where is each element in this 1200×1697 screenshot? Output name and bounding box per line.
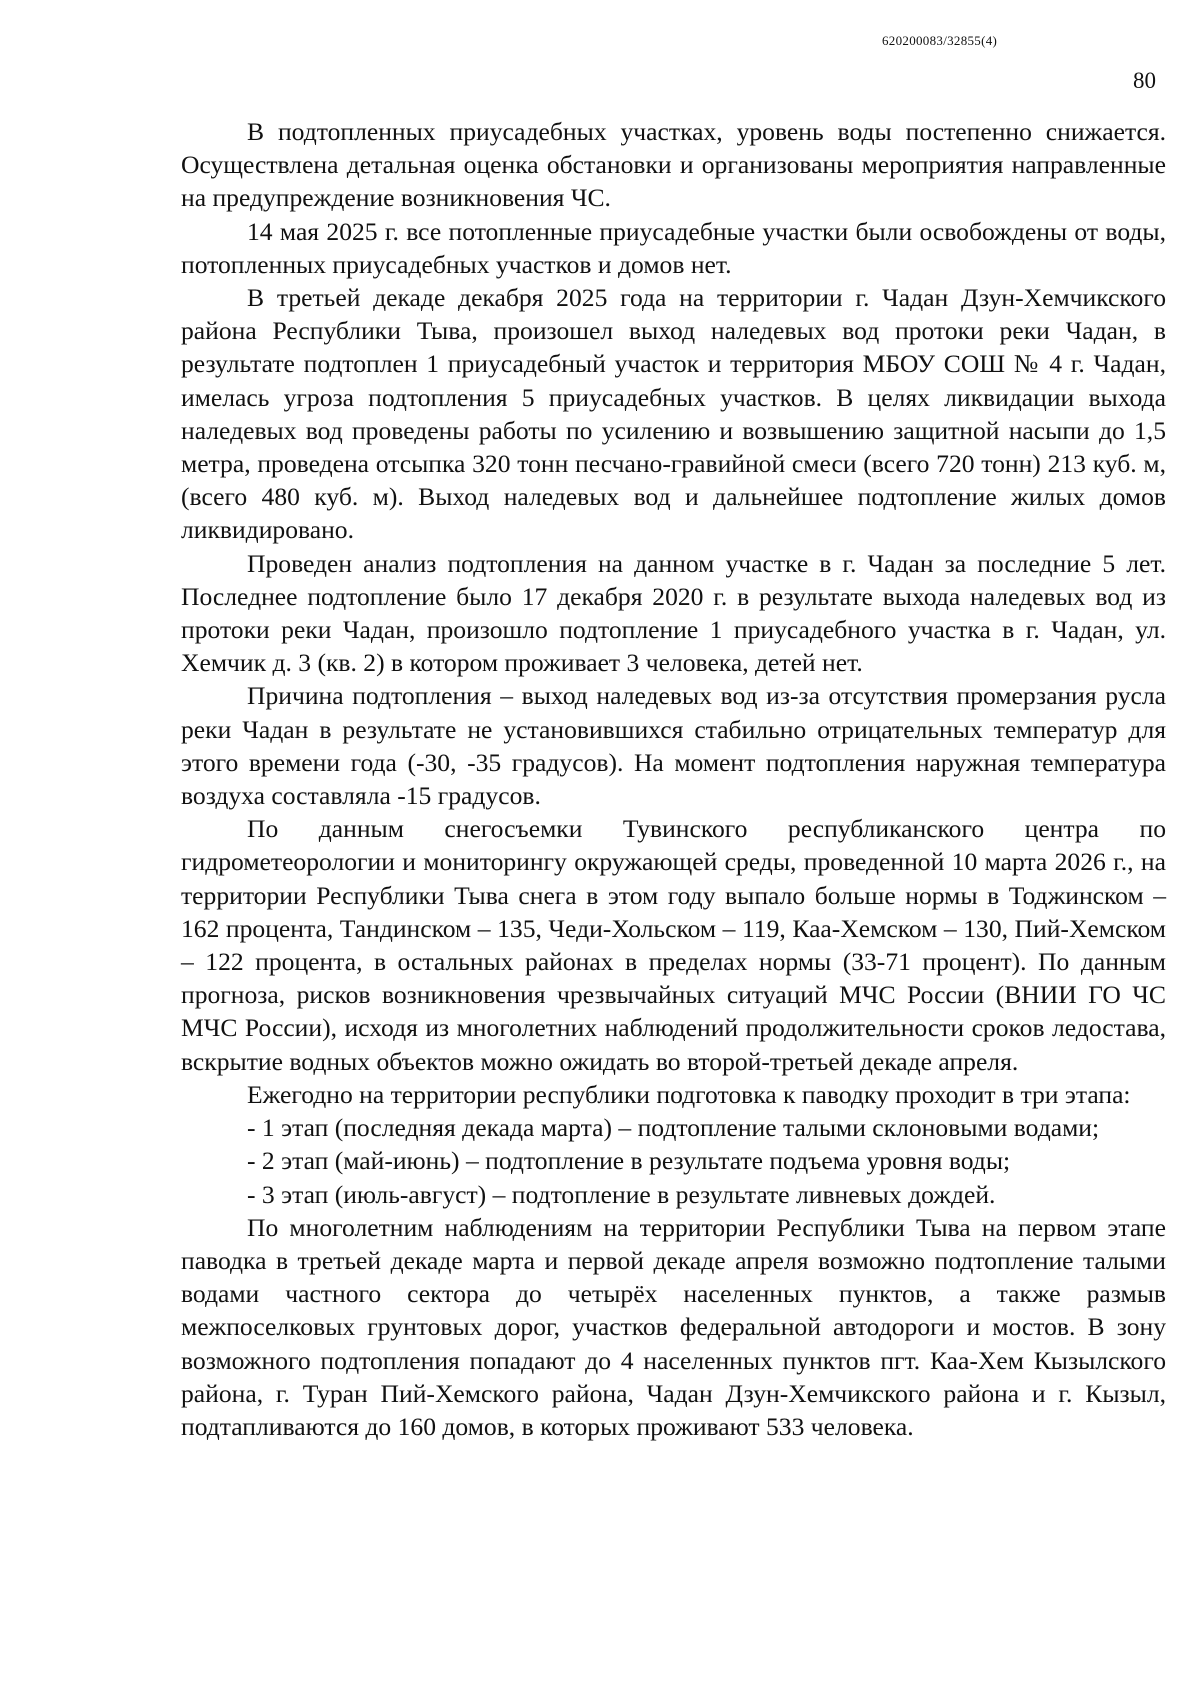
paragraph: В третьей декаде декабря 2025 года на территории г. Чадан Дзун-Хемчикского района Республики Тыва, произошел выход наледевых вод протоки реки Чадан, в результате подтоплен 1 приусадебный участок и территория МБОУ СОШ № 4 г. Чадан, имелась угроза подтопления 5 приусадебных участков. В целях ликвидации выхода наледевых вод проведены работы по усилению и возвышению защитной насыпи до 1,5 метра, проведена отсыпка 320 тонн песчано-гравийной смеси (всего 720 тонн) 213 куб. м, (всего 480 куб. м). Выход наледевых вод и дальнейшее подтопление жилых домов ликвидировано. bbox=[181, 283, 1166, 545]
paragraph: 14 мая 2025 г. все потопленные приусадебные участки были освобождены от воды, потопленных приусадебных участков и домов нет. bbox=[181, 216, 1166, 279]
list-item: - 1 этап (последняя декада марта) – подтопление талыми склоновыми водами; bbox=[247, 1113, 1100, 1143]
paragraph: Причина подтопления – выход наледевых вод из-за отсутствия промерзания русла реки Чадан в результате не установившихся стабильно отрицательных температур для этого времени года (-30, -35 градусов). На момент подтопления наружная температура воздуха составляла -15 градусов. bbox=[181, 681, 1166, 811]
list-item: - 3 этап (июль-август) – подтопление в результате ливневых дождей. bbox=[247, 1179, 996, 1209]
paragraph: В подтопленных приусадебных участках, уровень воды постепенно снижается. Осуществлена детальная оценка обстановки и организованы мероприятия направленные на предупреждение возникновения ЧС. bbox=[181, 117, 1166, 213]
document-id: 620200083/32855(4) bbox=[882, 33, 998, 48]
paragraph: Ежегодно на территории республики подготовка к паводку проходит в три этапа: bbox=[247, 1079, 1131, 1109]
page-number: 80 bbox=[1133, 68, 1156, 93]
list-item: - 2 этап (май-июнь) – подтопление в результате подъема уровня воды; bbox=[247, 1146, 1011, 1176]
document-body bbox=[181, 115, 1166, 1443]
paragraph: Проведен анализ подтопления на данном участке в г. Чадан за последние 5 лет. Последнее подтопление было 17 декабря 2020 г. в результате выхода наледевых вод из протоки реки Чадан, произошло подтопление 1 приусадебного участка в г. Чадан, ул. Хемчик д. 3 (кв. 2) в котором проживает 3 человека, детей нет. bbox=[181, 548, 1166, 678]
paragraph: По многолетним наблюдениям на территории Республики Тыва на первом этапе паводка в третьей декаде марта и первой декаде апреля возможно подтопление талыми водами частного сектора до четырёх населенных пунктов, а также размыв межпоселковых грунтовых дорог, участков федеральной автодороги и мостов. В зону возможного подтопления попадают до 4 населенных пунктов пгт. Каа-Хем Кызылского района, г. Туран Пий-Хемского района, Чадан Дзун-Хемчикского района и г. Кызыл, подтапливаются до 160 домов, в которых проживают 533 человека. bbox=[181, 1212, 1166, 1441]
paragraph: По данным снегосъемки Тувинского республиканского центра по гидрометеорологии и мониторингу окружающей среды, проведенной 10 марта 2026 г., на территории Республики Тыва снега в этом году выпало больше нормы в Тоджинском – 162 процента, Тандинском – 135, Чеди-Хольском – 119, Каа-Хемском – 130, Пий-Хемском – 122 процента, в остальных районах в пределах нормы (33-71 процент). По данным прогноза, рисков возникновения чрезвычайных ситуаций МЧС России (ВНИИ ГО ЧС МЧС России), исходя из многолетних наблюдений продолжительности сроков ледостава, вскрытие водных объектов можно ожидать во второй-третьей декаде апреля. bbox=[181, 814, 1166, 1076]
